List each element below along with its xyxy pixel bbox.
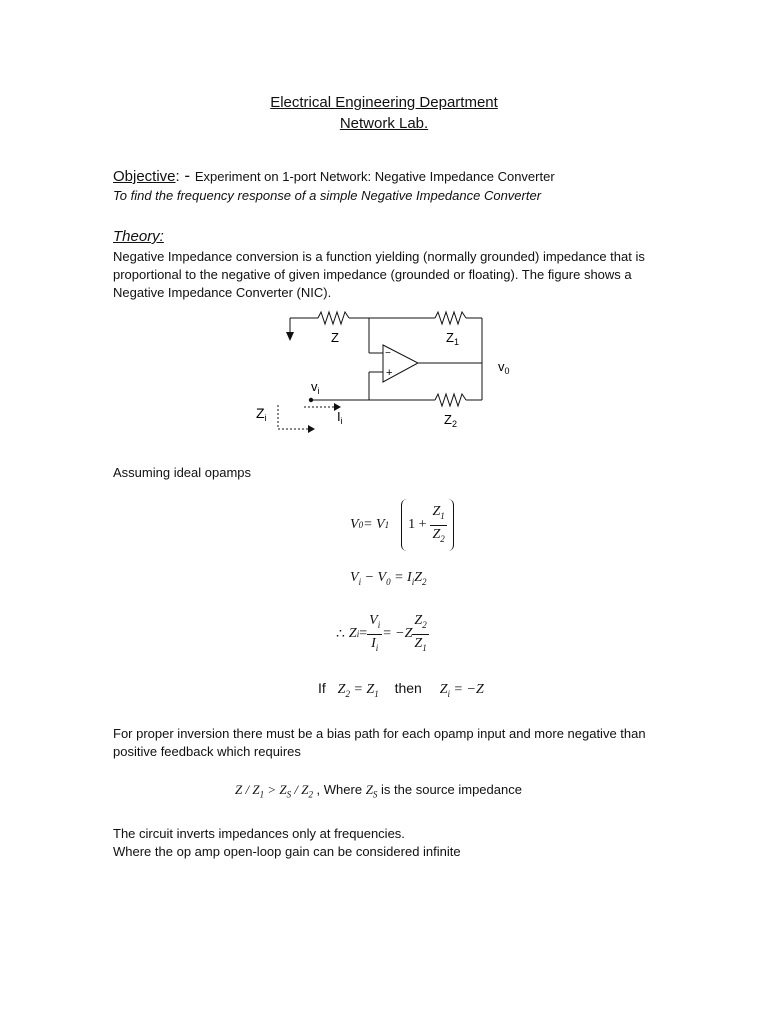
label-ii: $I_i$ [337,409,343,426]
label-z2: $Z_2$ [444,412,457,429]
department-title: Electrical Engineering Department [270,94,498,111]
closing-line: Where the op amp open-loop gain can be considered infinite [113,844,461,859]
input-node [309,398,313,402]
label-z: Z [331,330,339,345]
inversion-paragraph [113,725,646,761]
label-vi: $v_i$ [311,379,320,396]
resistor-z [318,312,349,324]
equation-current: $V_i - V_0 = I_iZ_2$ [350,570,427,587]
assumption-text: Assuming ideal opamps [113,465,252,480]
closing-line: The circuit inverts impedances only at frequencies. [113,826,405,841]
equality-condition: If $Z_2 = Z_1$ then $Z_i = -Z$ [318,680,484,699]
theory-line: Negative Impedance conversion is a function yielding (normally grounded) impedance that is [113,249,645,264]
lab-title: Network Lab. [339,115,429,132]
theory-heading: Theory: [113,228,164,245]
closing-paragraph [113,825,461,861]
label-v0: $v_0$ [498,359,510,376]
label-zi: $Z_i$ [256,405,267,423]
resistor-z1 [435,312,466,324]
theory-line: proportional to the negative of given impedance (grounded or floating). The figure shows a [113,267,632,282]
inversion-condition: $Z / Z_1 > Z_S / Z_2$ , Where $Z_S$ is the source impedance [235,782,522,800]
inversion-line: For proper inversion there must be a bias path for each opamp input and more negative than [113,726,646,741]
theory-line: Negative Impedance Converter (NIC). [113,285,332,300]
objective-colon: : [175,168,180,185]
inversion-line: positive feedback which requires [113,744,301,759]
gain-bracket: 1 + $\frac{Z_1}{Z_2}$ [401,499,454,552]
equation-input-impedance: ∴ Z i = $\frac{V_i}{I_i}$ = −Z $\frac{Z_2}{Z_1}$ [336,612,427,653]
label-z1: $Z_1$ [446,330,459,347]
resistor-z2 [435,394,466,406]
objective-title: Experiment on 1-port Network: Negative Impedance Converter [194,169,555,184]
impedance-arrow-icon [308,425,315,433]
objective-dash: - [179,166,195,185]
ground-arrow-icon [286,332,294,341]
nic-circuit-diagram [0,0,768,450]
opamp-minus-sign: − [385,348,391,359]
objective-aim: To find the frequency response of a simple Negative Impedance Converter [113,188,542,203]
equation-gain: V 0 = V 1 1 + $\frac{Z_1}{Z_2}$ [350,495,454,555]
objective-label: Objective [113,168,176,185]
opamp-plus-sign: + [386,367,393,379]
